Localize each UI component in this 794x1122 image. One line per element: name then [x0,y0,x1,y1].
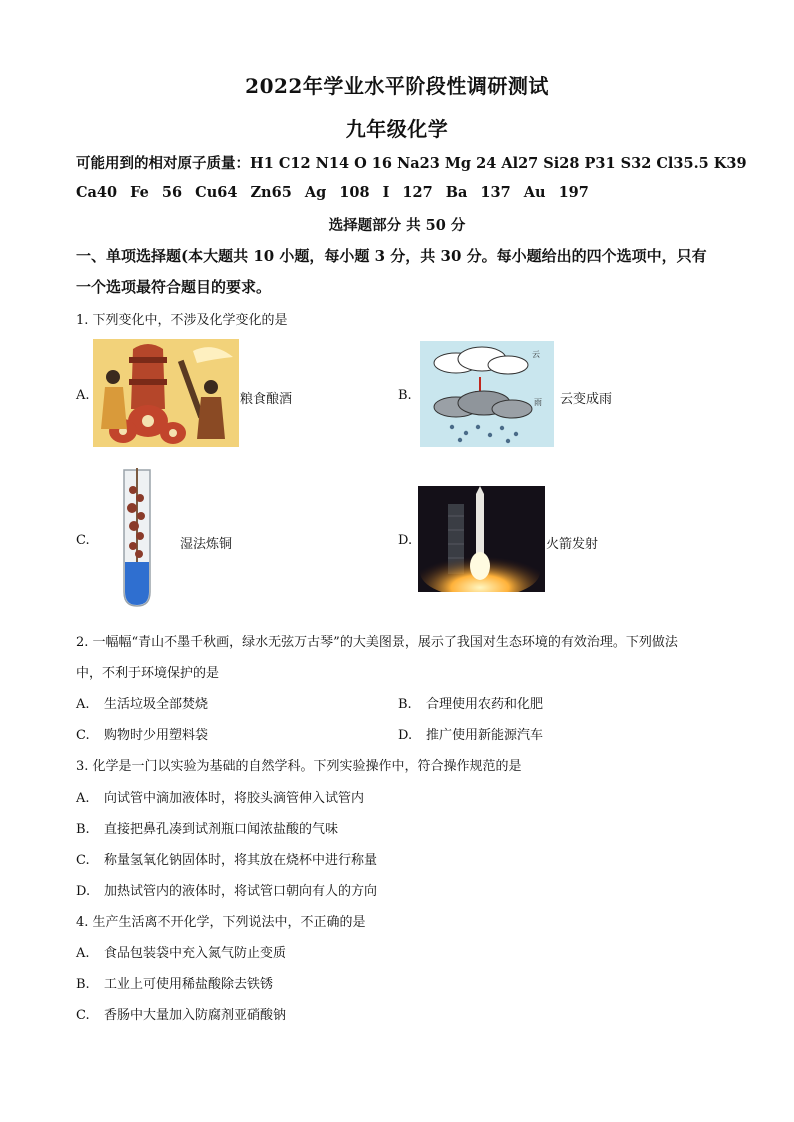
q4-option-a[interactable]: A. 食品包装袋中充入氮气防止变质 [76,946,287,961]
q1-option-a-letter[interactable]: A. [76,388,90,403]
q1-option-a-caption: 粮食酿酒 [240,392,293,407]
q1-option-b-letter[interactable]: B. [398,388,412,403]
q1-option-d-letter[interactable]: D. [398,533,413,548]
q3-option-c[interactable]: C. 称量氢氧化钠固体时，将其放在烧杯中进行称量 [76,853,378,868]
atomic-masses-line1: 可能用到的相对原子质量：H1 C12 N14 O 16 Na23 Mg 24 Al27 Si28 P31 S32 Cl35.5 K39 [76,155,747,172]
q2-option-d[interactable]: D. 推广使用新能源汽车 [398,728,544,743]
q4-option-b[interactable]: B. 工业上可使用稀盐酸除去铁锈 [76,977,274,992]
q1-stem: 1. 下列变化中，不涉及化学变化的是 [76,313,288,328]
exam-subtitle: 九年级化学 [345,117,449,141]
atomic-masses-line2: Ca40 Fe 56 Cu64 Zn65 Ag 108 I 127 Ba 137 Au 197 [76,184,589,201]
rocket-launch-photo [418,486,545,592]
test-tube-copper-illustration [118,466,156,610]
q3-option-a[interactable]: A. 向试管中滴加液体时，将胶头滴管伸入试管内 [76,791,365,806]
q1-option-b-caption: 云变成雨 [560,392,613,407]
q2-option-b[interactable]: B. 合理使用农药和化肥 [398,697,544,712]
exam-title: 2022年学业水平阶段性调研测试 [245,74,549,98]
q2-option-a[interactable]: A. 生活垃圾全部焚烧 [76,697,209,712]
section1-instruction-line2: 一个选项最符合题目的要求。 [76,278,272,296]
q3-option-d[interactable]: D. 加热试管内的液体时，将试管口朝向有人的方向 [76,884,378,899]
cloud-to-rain-diagram [420,341,554,447]
q1-option-d-caption: 火箭发射 [546,537,599,552]
q4-stem: 4. 生产生活离不开化学，下列说法中，不正确的是 [76,915,366,930]
wine-brewing-illustration [93,339,239,447]
rain-label: 雨 [534,398,542,407]
q3-stem: 3. 化学是一门以实验为基础的自然学科。下列实验操作中，符合操作规范的是 [76,759,522,774]
q4-option-c[interactable]: C. 香肠中大量加入防腐剂亚硝酸钠 [76,1008,287,1023]
q2-stem-line1: 2. 一幅幅“青山不墨千秋画，绿水无弦万古琴”的大美图景，展示了我国对生态环境的有效治理。下列做法 [76,635,678,650]
section1-instruction-line1: 一、单项选择题(本大题共 10 小题，每小题 3 分，共 30 分。每小题给出的四个选项中，只有 [76,247,707,265]
q3-option-b[interactable]: B. 直接把鼻孔凑到试剂瓶口闻浓盐酸的气味 [76,822,339,837]
q2-option-c[interactable]: C. 购物时少用塑料袋 [76,728,209,743]
q1-option-c-letter[interactable]: C. [76,533,90,548]
q2-stem-line2: 中，不利于环境保护的是 [76,666,220,681]
q1-option-c-caption: 湿法炼铜 [180,537,233,552]
part-header: 选择题部分 共 50 分 [328,217,466,234]
cloud-label: 云 [532,350,540,359]
